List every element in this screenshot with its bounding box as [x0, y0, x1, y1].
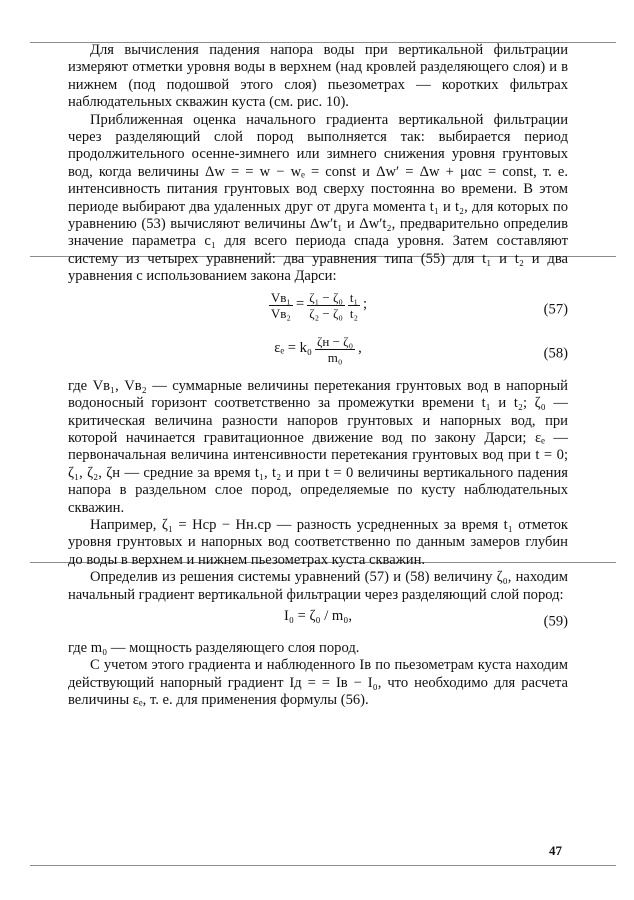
- eq57-lhs: [269, 290, 293, 321]
- eq58-tail: ,: [358, 340, 362, 357]
- eq57-rhs-den1: ζ₂ − ζ₀: [309, 305, 343, 321]
- eq57-rhs-num2: t₁: [349, 289, 359, 305]
- eq59-text: I₀ = ζ₀ / m₀,: [283, 607, 353, 624]
- eq57-number: (57): [543, 300, 568, 317]
- eq57-lhs-num: Vв₁: [270, 289, 291, 305]
- eq59-number: (59): [543, 613, 568, 630]
- eq57-rhs-2: [348, 290, 360, 321]
- eq57-tail: ;: [363, 296, 368, 313]
- page-body: [68, 42, 568, 710]
- equation-57: $\frac{\text{Vв₁}}{\text{Vв₂}}$ = $\frac{\text{ζ₁ − ζ₀}}{\text{ζ₂ − ζ₀}}$ $\frac{\text{t₁}}{\text{t₂}}$ ; (57): [270, 289, 568, 321]
- paragraph-1: Для вычисления падения напора воды при вертикальной фильтрации измеряют отметки уровня воды в верхнем (над кровлей разделяющего слоя) и в нижнем (под подошвой этого слоя) пьезометрах — коротких фильтрах наблюдательных скважин куста (см. рис. 10).: [68, 42, 568, 111]
- paragraph-2: Приближенная оценка начального градиента вертикальной фильтрации через разделяющий слой пород выполняется так: выбирается период продолжительного осенне-зимнего или зимнего снижения уровня грунтовых вод, когда величины Δw = = w − wₑ = const и Δw′ = Δw + μαc = const, т. е. интенсивность питания грунтовых вод сверху постоянна во времени. В этом периоде выбирают два удаленных друг от друга момента t₁ и t₂, для которых по уравнению (53) вычисляют величины Δw′t₁ и Δw′t₂, предварительно определив значение параметра c₁ для всего периода спада уровня. Затем составляют систему из четырех уравнений: два уравнения типа (55) для t₁ и t₂ и два уравнения с использованием закона Дарси:: [68, 111, 568, 285]
- eq58-frac-den: m₀: [327, 349, 343, 365]
- eq58-frac-num: ζн − ζ₀: [317, 333, 354, 349]
- equation-59: [68, 608, 568, 636]
- bottom-rule: [30, 865, 616, 866]
- eq57-rhs-num1: ζ₁ − ζ₀: [309, 289, 343, 305]
- eq58-lhs: εₑ = k₀: [274, 340, 313, 357]
- paragraph-5: Определив из решения системы уравнений (57) и (58) величину ζ₀, находим начальный градиент вертикальной фильтрации через разделяющий слой пород:: [68, 569, 568, 603]
- eq58-frac: [315, 334, 355, 365]
- page-number: 47: [549, 843, 562, 858]
- paragraph-6: где m₀ — мощность разделяющего слоя пород.: [68, 639, 360, 656]
- eq57-rhs-den2: t₂: [349, 305, 359, 321]
- paragraph-4: Например, ζ₁ = Hср − Hн.ср — разность усредненных за время t₁ отметок уровня грунтовых и напорных вод соответственно по данным замеров глубин до воды в верхнем и нижнем пьезометрах куста скважин.: [68, 516, 568, 568]
- equation-58: [68, 334, 568, 374]
- eq58-number: (58): [543, 344, 568, 361]
- eq57-rhs-1: [307, 290, 345, 321]
- paragraph-7: С учетом этого градиента и наблюденного Iв по пьезометрам куста находим действующий напорный градиент Iд = = Iв − I₀, что необходимо для расчета величины εₑ, т. е. для применения формулы (56).: [68, 657, 568, 709]
- eq57-lhs-den: Vв₂: [270, 305, 291, 321]
- paragraph-3: где Vв₁, Vв₂ — суммарные величины перетекания грунтовых вод в напорный водоносный горизонт соответственно за промежутки времени t₁ и t₂; ζ₀ — критическая величина разности напоров грунтовых и напорных вод, при которой начинается гравитационное движение вод по закону Дарси; εₑ — первоначальная величина интенсивности перетекания грунтовых вод при t = 0; ζ₁, ζ₂, ζн — средние за время t₁, t₂ и при t = 0 величины вертикального падения напора в раздельном слое пород, определяемые по кусту наблюдательных скважин.: [68, 377, 568, 516]
